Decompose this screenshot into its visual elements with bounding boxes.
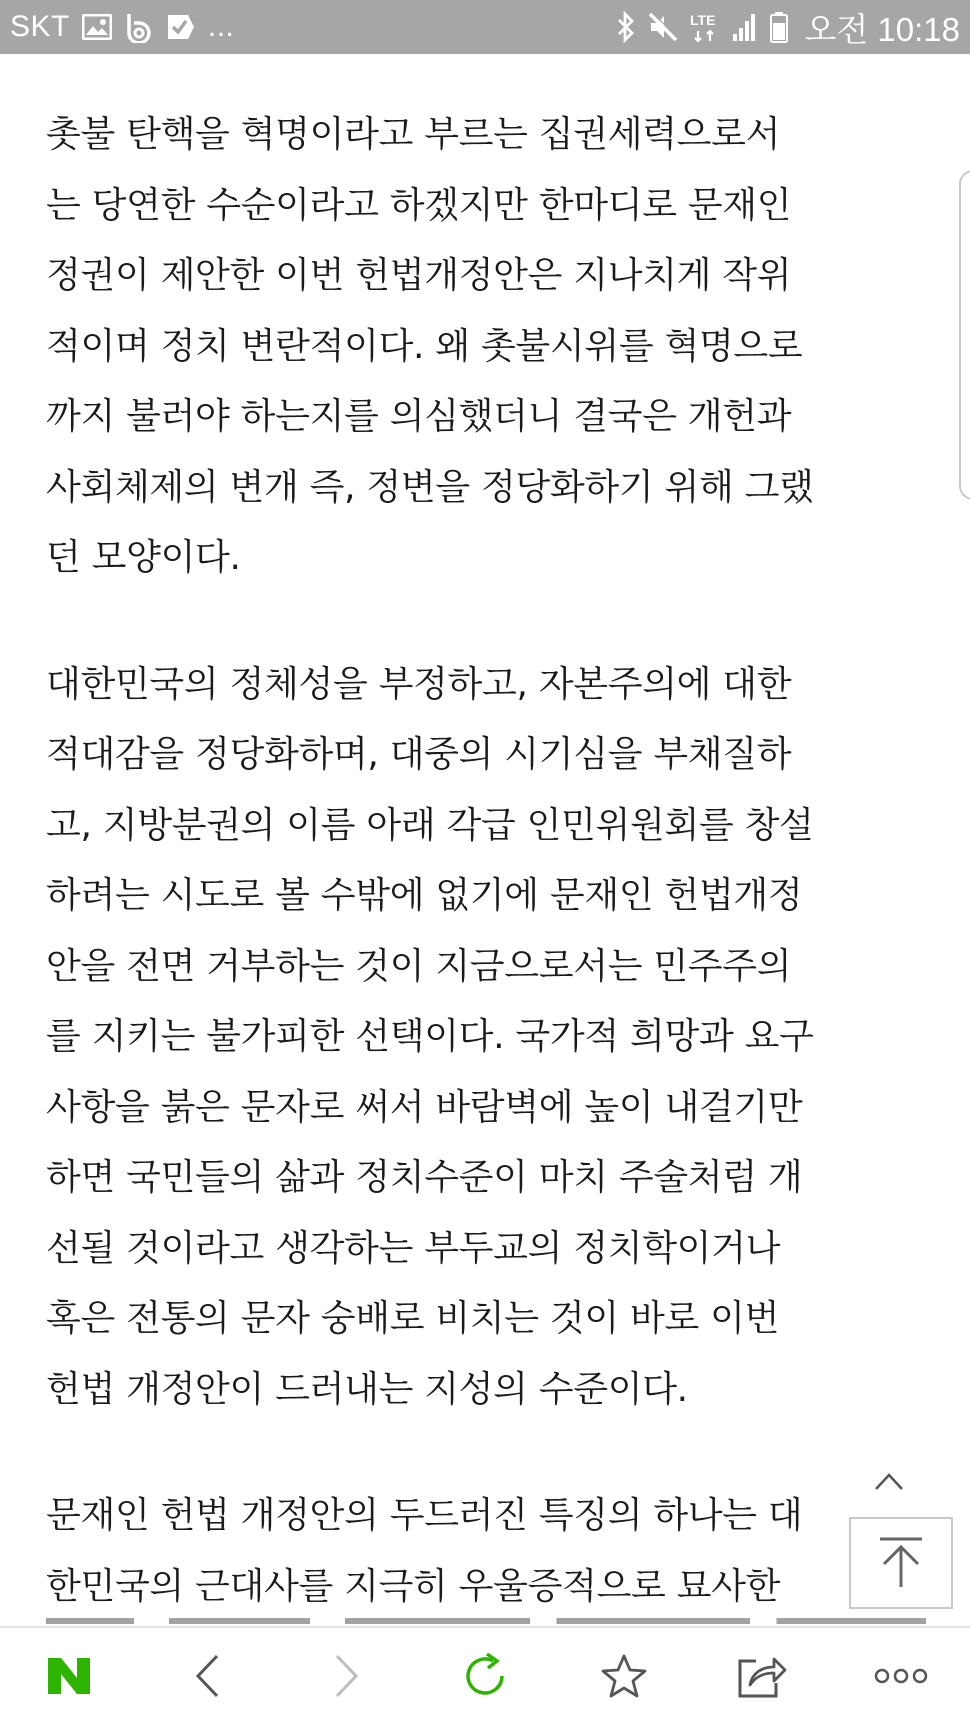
edge-panel-handle[interactable] [959,170,970,500]
forward-button[interactable] [306,1636,386,1716]
bluetooth-icon [616,11,636,43]
refresh-button[interactable] [445,1636,525,1716]
text-line: 헌법 개정안이 드러내는 지성의 수준이다. [46,1368,688,1410]
status-bar [0,0,970,54]
article-paragraph-3 [46,1481,926,1622]
chevron-up-icon[interactable] [869,1466,909,1496]
svg-text:LTE: LTE [690,12,716,28]
text-line: 적대감을 정당화하며, 대중의 시기심을 부채질하 [46,734,792,775]
text-line: 는 당연한 수순이라고 하겠지만 한마디로 문재인 [46,184,792,226]
band-app-icon [124,11,154,43]
article-paragraph-2 [46,650,926,1426]
text-line: 촛불 탄핵을 혁명이라고 부르는 집권세력으로서 [46,114,781,155]
back-icon [193,1653,223,1699]
more-button[interactable] [861,1636,941,1716]
text-line: 사회체제의 변개 즉, 정변을 정당화하기 위해 그랬 [46,466,814,508]
naver-home-button[interactable] [29,1636,109,1716]
status-overflow: ... [207,10,235,43]
text-line: 하면 국민들의 삶과 정치수준이 마치 주술처럼 개 [46,1157,803,1198]
bookmark-button[interactable] [584,1636,664,1716]
article-paragraph-1 [46,100,926,594]
bookmark-star-icon [600,1653,648,1699]
text-line: 까지 불러야 하는지를 의심했더니 결국은 개헌과 [46,396,792,437]
text-line: 정권이 제안한 이번 헌법개정안은 지나치게 작위 [46,255,792,296]
back-button[interactable] [168,1636,248,1716]
naver-home-icon [46,1656,92,1696]
forward-icon [331,1653,361,1699]
signal-icon [732,11,758,43]
text-line: 문재인 헌법 개정안의 두드러진 특징의 하나는 대 [46,1495,803,1536]
refresh-icon [460,1651,510,1701]
text-line: 안을 전면 거부하는 것이 지금으로서는 민주주의 [46,945,792,987]
text-line: 를 지키는 불가피한 선택이다. 국가적 희망과 요구 [46,1016,814,1057]
share-button[interactable] [722,1636,802,1716]
share-icon [736,1653,788,1699]
status-bar-left [10,10,234,44]
clipped-text-line [46,1612,926,1626]
browser-toolbar [0,1626,970,1724]
status-bar-right [616,4,960,51]
text-line: 사항을 붉은 문자로 써서 바람벽에 높이 내걸기만 [46,1086,803,1128]
lte-icon [690,11,720,43]
battery-icon [770,11,788,43]
gallery-icon [82,11,112,43]
text-line: 대한민국의 정체성을 부정하고, 자본주의에 대한 [46,663,792,705]
text-line: 적이며 정치 변란적이다. 왜 촛불시위를 혁명으로 [46,325,803,367]
text-line: 혹은 전통의 문자 숭배로 비치는 것이 바로 이번 [46,1298,780,1339]
text-line: 던 모양이다. [46,537,241,578]
text-line: 하려는 시도로 볼 수밖에 없기에 문재인 헌법개정 [46,875,803,916]
carrier-label: SKT [10,10,70,43]
article-body [46,100,926,1678]
text-line: 한민국의 근대사를 지극히 우울증적으로 묘사한 [46,1565,781,1607]
more-icon [874,1668,928,1684]
text-line: 선될 것이라고 생각하는 부두교의 정치학이거나 [46,1227,781,1269]
text-line: 고, 지방분권의 이름 아래 각급 인민위원회를 창설 [46,804,814,846]
scroll-to-top-button[interactable] [849,1517,953,1609]
mute-icon [648,11,678,43]
notification-check-icon [166,11,196,43]
clock: 오전 10:18 [804,10,960,48]
arrow-to-top-icon [876,1535,926,1591]
